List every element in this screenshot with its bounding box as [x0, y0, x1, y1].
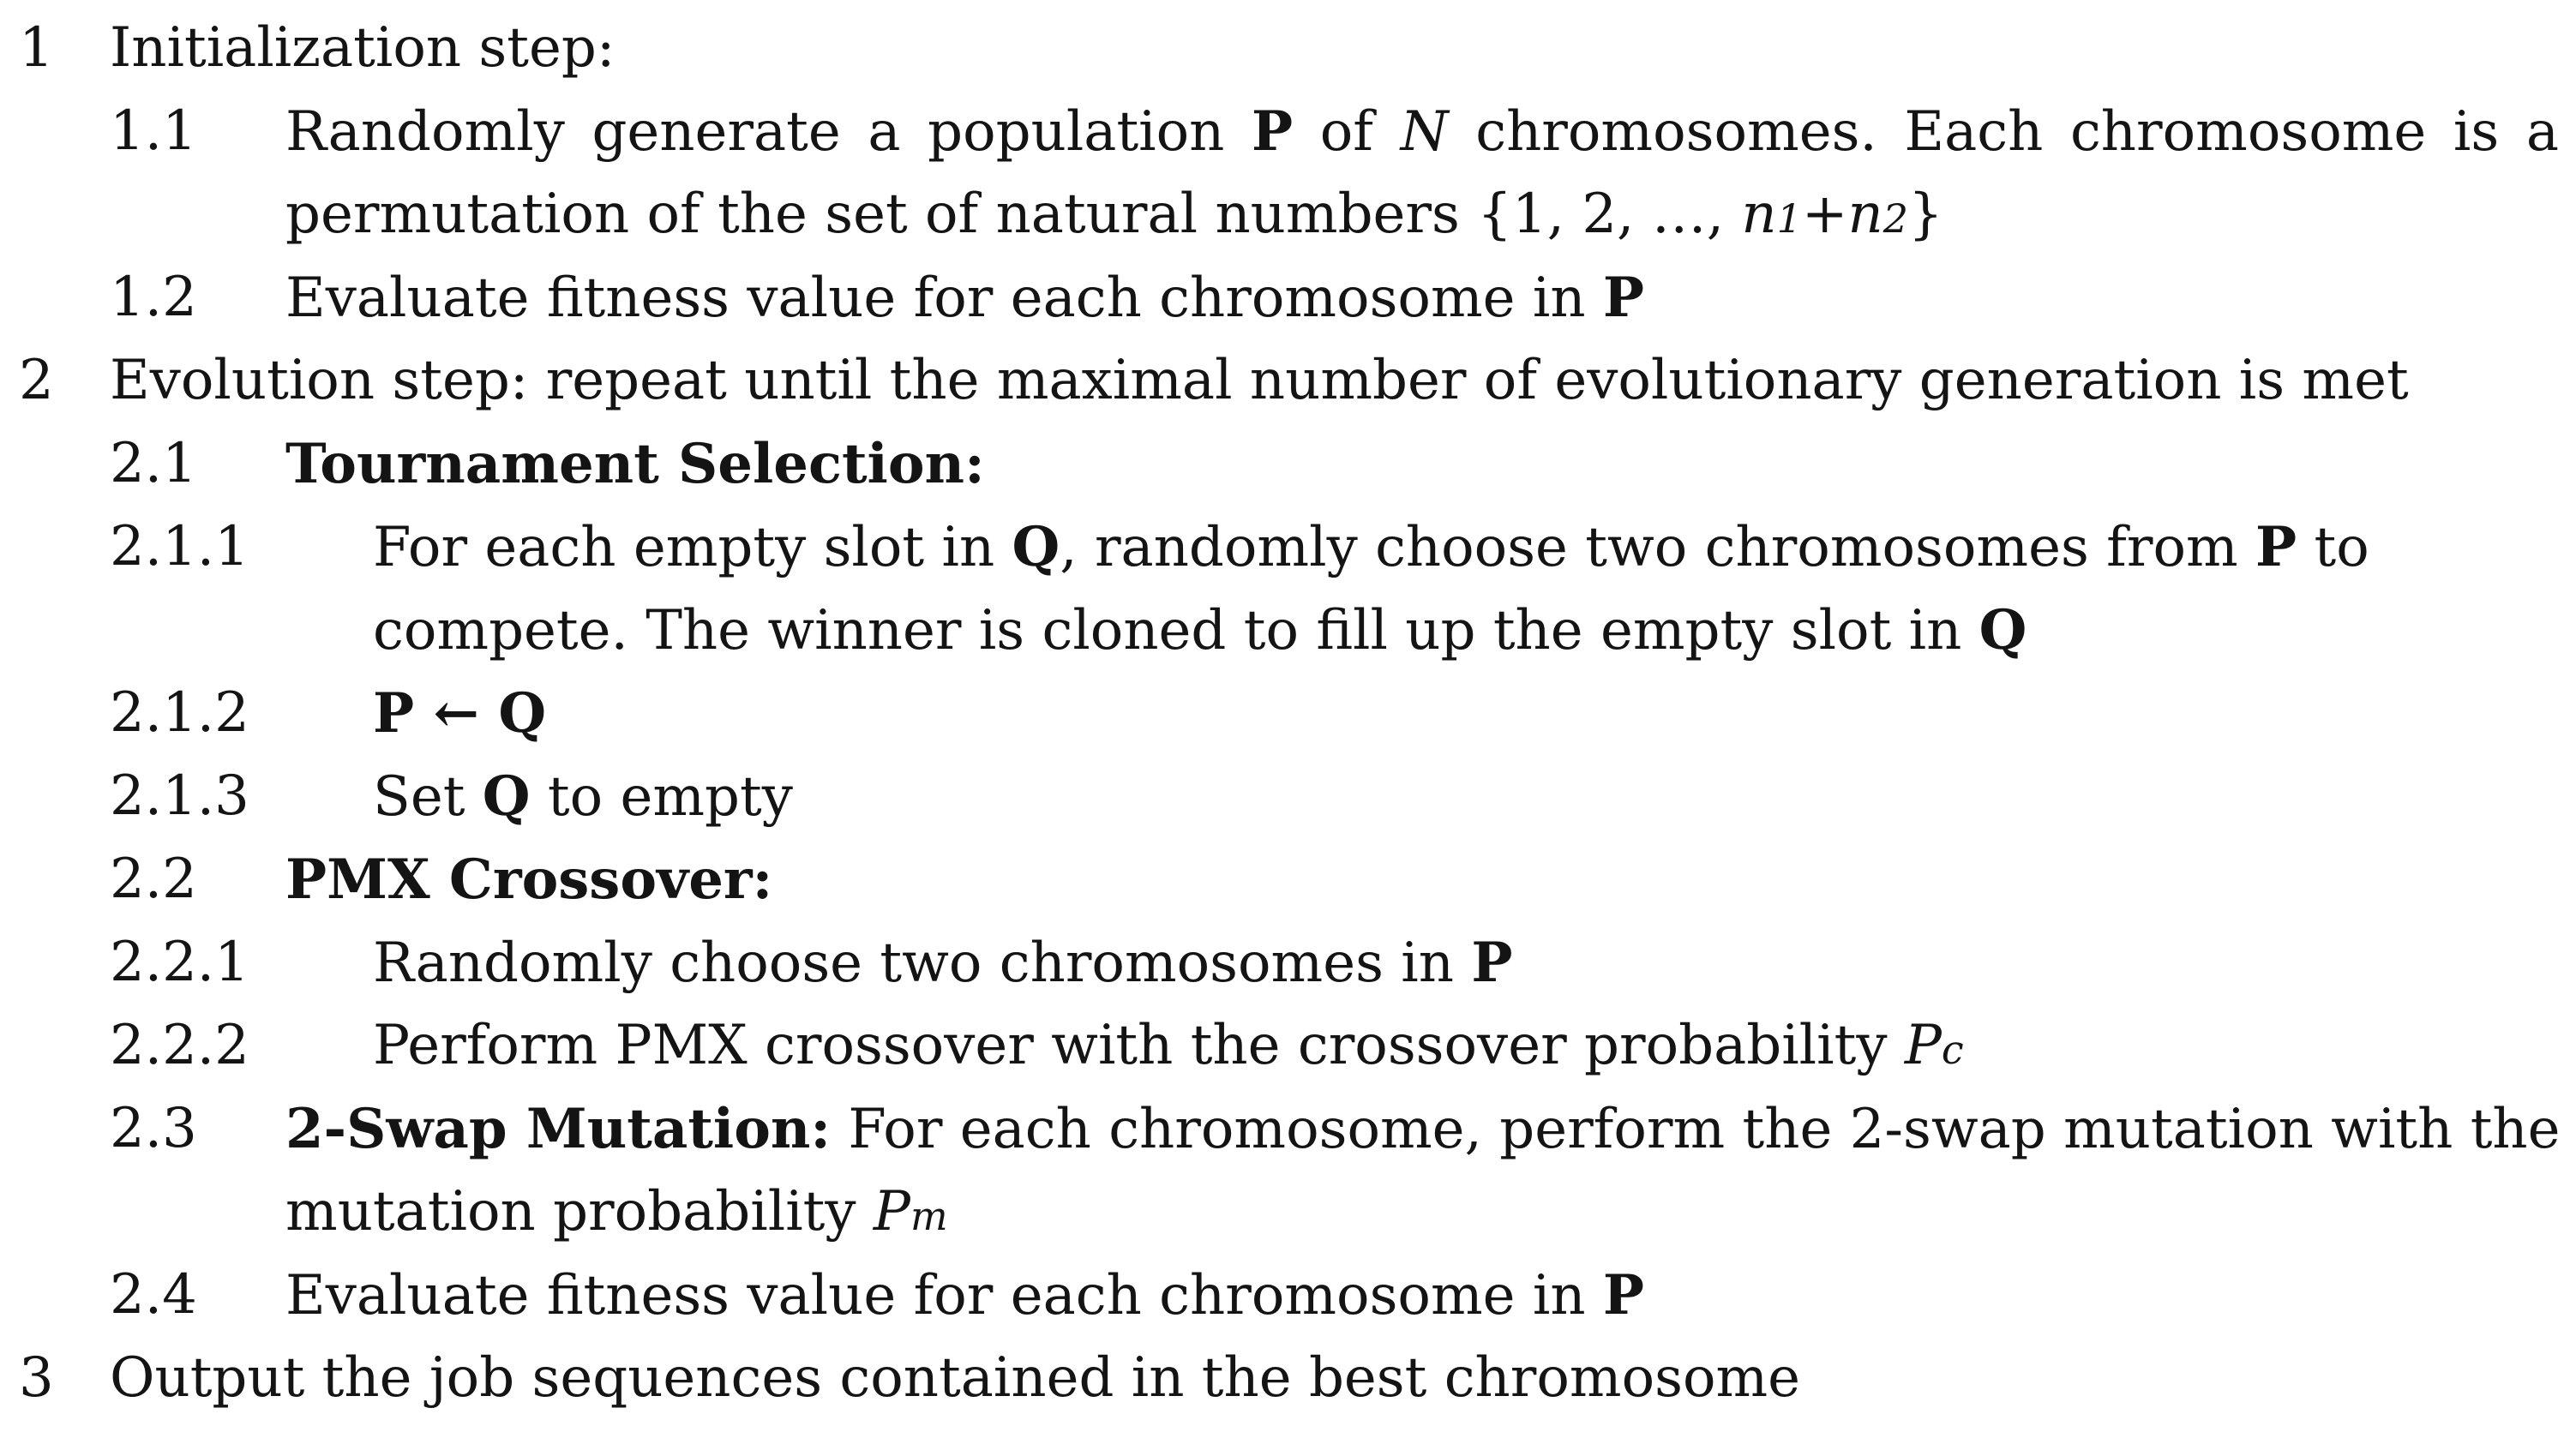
step-text: 2-Swap Mutation: For each chromosome, perform the 2-swap mutation with the: [285, 1097, 2561, 1161]
step-text: Evaluate fitness value for each chromosome in P: [285, 1263, 1644, 1327]
step-number: 1.2: [110, 266, 197, 329]
step-text: Initialization step:: [110, 16, 615, 80]
var-n: N: [1400, 100, 1449, 164]
step-text: Perform PMX crossover with the crossover probability Pc: [373, 1014, 1964, 1077]
step-number: 2.4: [110, 1263, 197, 1327]
step-number: 2.2.2: [110, 1014, 249, 1077]
step-title: PMX Crossover:: [285, 848, 773, 912]
step-title: 2-Swap Mutation:: [285, 1097, 832, 1161]
assignment-expression: P ← Q: [373, 681, 547, 746]
step-number: 3: [19, 1346, 54, 1410]
step-number: 2.1: [110, 432, 197, 495]
step-number: 2: [19, 349, 54, 412]
step-number: 2.2: [110, 848, 197, 911]
step-text: Evaluate fitness value for each chromosome in P: [285, 266, 1644, 330]
step-number: 2.2.1: [110, 931, 249, 994]
step-text: Set Q to empty: [373, 764, 793, 829]
step-number: 2.1.3: [110, 764, 249, 828]
step-text: For each empty slot in Q, randomly choose two chromosomes from P to: [373, 515, 2369, 579]
step-number: 2.1.2: [110, 681, 249, 745]
step-text: compete. The winner is cloned to fill up the empty slot in Q: [373, 598, 2027, 662]
step-text: Randomly choose two chromosomes in P: [373, 931, 1513, 995]
step-text: Randomly generate a population P of N chromosomes. Each chromosome is a: [285, 99, 2560, 164]
step-number: 2.1.1: [110, 515, 249, 578]
step-text: permutation of the set of natural numbers {1, 2, …, n1+n2}: [285, 183, 1943, 246]
step-number: 1: [19, 16, 54, 80]
step-number: 2.3: [110, 1097, 197, 1160]
step-text: Evolution step: repeat until the maximal number of evolutionary generation is met: [110, 349, 2409, 412]
step-text: Output the job sequences contained in the best chromosome: [110, 1346, 1801, 1410]
step-title: Tournament Selection:: [285, 432, 985, 496]
step-number: 1.1: [110, 99, 197, 163]
step-text: mutation probability Pm: [285, 1180, 948, 1243]
set-p: P: [1252, 99, 1294, 164]
